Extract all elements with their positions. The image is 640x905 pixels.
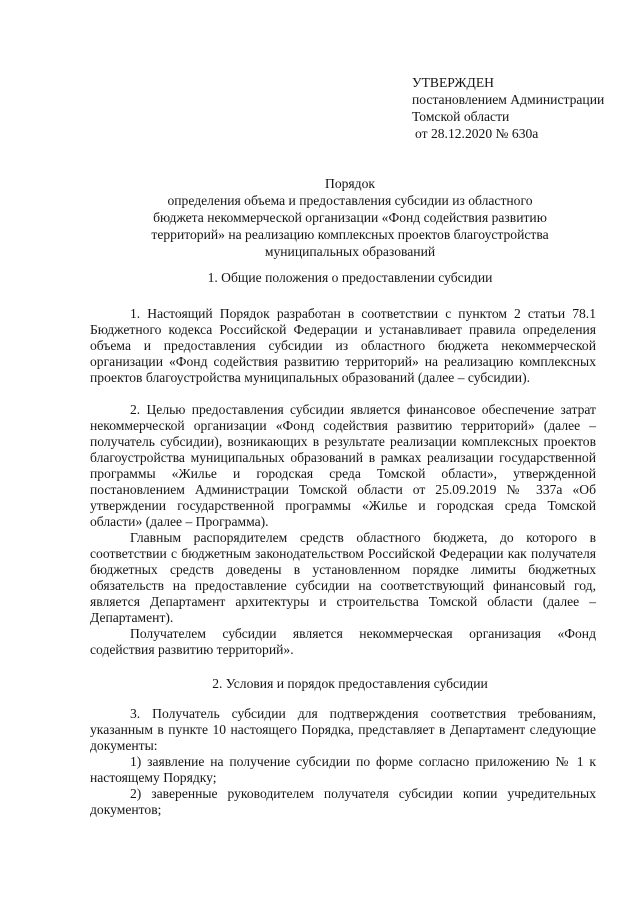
title-line: Порядок [325,176,375,191]
approval-stamp [412,74,627,142]
title-line: определения объема и предоставления субсидии из областного [167,193,533,208]
title-line: территорий» на реализацию комплексных проектов благоустройства [151,227,549,242]
section-1-paragraph-1: 1. Настоящий Порядок разработан в соответствии с пунктом 2 статьи 78.1 Бюджетного кодекса Российской Федерации и устанавливает правила определения объема и предоставления субсидии из областного бюджета некоммерческой организации «Фонд содействия развитию территорий» на реализацию комплексных проектов благоустройства муниципальных образований (далее – субсидии). [90,306,596,385]
approval-label: УТВЕРЖДЕН [412,75,494,90]
approval-decree: постановлением Администрации [412,92,605,107]
document-title [90,175,610,260]
approval-region: Томской области [412,109,510,124]
section-1-heading: 1. Общие положения о предоставлении субсидии [207,270,493,285]
approval-date: от 28.12.2020 № 630а [415,126,539,141]
section-2-paragraph-1: 3. Получатель субсидии для подтверждения соответствия требованиям, указанным в пункте 10 настоящего Порядка, представляет в Департамент следующие документы: [90,706,596,753]
section-1-paragraph-2: 2. Целью предоставления субсидии является финансовое обеспечение затрат некоммерческой организации «Фонд содействия развитию территорий» (далее – получатель субсидии), возникающих в результате реализации комплексных проектов благоустройства муниципальных образований в рамках реализации государственной программы «Жилье и городская среда Томской области», утвержденной постановлением Администрации Томской области от 25.09.2019 № 337а «Об утверждении государственной программы «Жилье и городская среда Томской области» (далее – Программа). [90,402,596,529]
title-line: бюджета некоммерческой организации «Фонд содействия развитию [153,210,547,225]
section-2-heading: 2. Условия и порядок предоставления субсидии [212,676,488,691]
section-1-paragraph-3: Главным распорядителем средств областного бюджета, до которого в соответствии с бюджетным законодательством Российской Федерации как получателя бюджетных средств доведены в установленном порядке лимиты бюджетных обязательств на предоставление субсидии на соответствующий финансовый год, является Департамент архитектуры и строительства Томской области (далее – Департамент). [90,530,596,625]
section-2-item-1: 1) заявление на получение субсидии по форме согласно приложению № 1 к настоящему Порядку; [90,754,596,785]
section-1-paragraph-4: Получателем субсидии является некоммерческая организация «Фонд содействия развитию территорий». [90,626,596,657]
title-line: муниципальных образований [264,244,436,259]
section-2-item-2: 2) заверенные руководителем получателя субсидии копии учредительных документов; [90,786,596,817]
